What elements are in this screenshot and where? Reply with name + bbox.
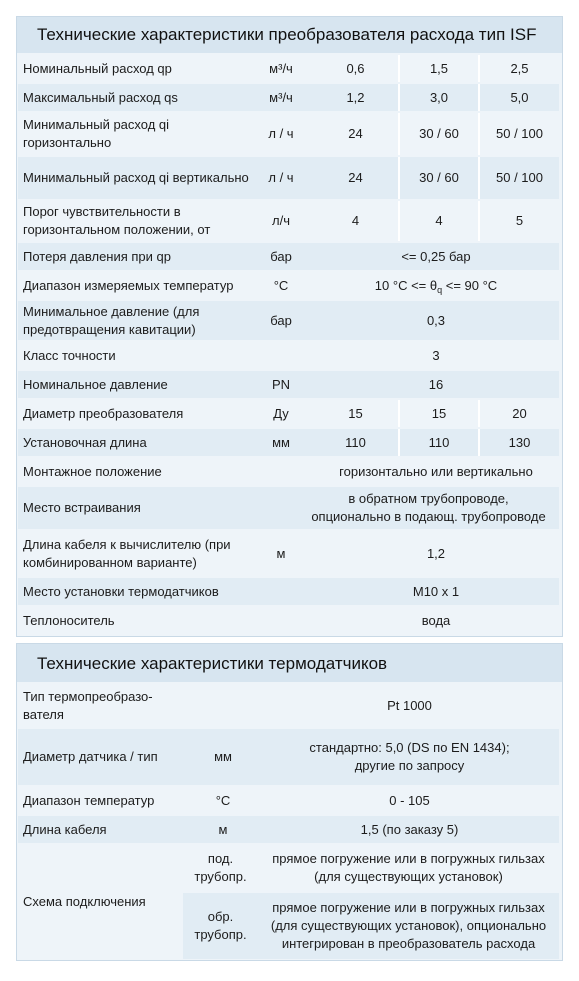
table-row	[18, 429, 559, 456]
row-value: 1,5 (по заказу 5)	[360, 821, 459, 837]
row-value: 3,0	[429, 89, 449, 105]
row-value: 1,5	[429, 60, 449, 76]
row-value: 16	[428, 376, 444, 392]
supply-line-value: (для существующих установок)	[314, 869, 503, 884]
return-line-label: трубопр.	[194, 927, 247, 942]
row-value: 1,2	[346, 89, 365, 105]
row-label: Монтажное положение	[23, 463, 162, 479]
row-value: 15	[348, 405, 363, 421]
row-unit: Ду	[273, 405, 289, 421]
row-label: Длина кабеля	[23, 821, 107, 837]
row-label: Место встраивания	[23, 500, 141, 515]
row-value: 4	[351, 213, 360, 228]
row-unit: бар	[270, 248, 292, 264]
row-value: Pt 1000	[387, 698, 432, 713]
row-value: <= 0,25 бар	[401, 248, 471, 264]
row-label: Длина кабеля к вычислителю (при комбинированном варианте)	[23, 536, 231, 570]
scheme-return	[183, 893, 559, 959]
row-unit	[256, 607, 306, 634]
row-label: Диапазон измеряемых температур	[23, 277, 234, 293]
return-line-value: (для существующих установок), опционально	[270, 918, 547, 933]
row-unit: л / ч	[268, 126, 294, 141]
row-value: 30 / 60	[419, 126, 459, 141]
row-value: 3	[432, 347, 440, 363]
table-row	[18, 816, 559, 843]
row-unit: мм	[272, 434, 290, 450]
row-label: Максимальный расход qs	[23, 89, 178, 105]
row-value: стандартно: 5,0 (DS по EN 1434);	[309, 740, 510, 755]
row-value: вода	[421, 612, 451, 628]
row-value: 15	[431, 405, 447, 421]
return-line-label: обр.	[207, 909, 234, 924]
row-unit: м	[276, 545, 286, 561]
row-unit: °C	[215, 792, 231, 808]
supply-line-label: трубопр.	[194, 869, 247, 884]
table-row	[18, 157, 559, 199]
row-label: Минимальное давление (для предотвращения кавитации)	[23, 303, 200, 337]
supply-line-label: под.	[207, 851, 234, 866]
table-row	[18, 113, 559, 155]
table-row	[18, 487, 559, 529]
row-value: 1,2	[426, 545, 446, 561]
row-value: 0,6	[346, 60, 365, 76]
table-row	[18, 685, 559, 727]
row-value: 110	[428, 434, 450, 450]
row-label: Минимальный расход qi горизонтально	[23, 117, 170, 150]
row-label: Теплоноситель	[23, 612, 115, 628]
supply-line-value: прямое погружение или в погружных гильзах	[272, 851, 545, 866]
row-unit: л/ч	[272, 213, 290, 228]
row-label: Класс точности	[23, 347, 116, 363]
table-row	[18, 84, 559, 111]
row-value: 20	[512, 405, 527, 421]
row-value: 110	[345, 434, 366, 450]
row-value: 10 °C <= θ	[374, 277, 438, 293]
return-line-value: прямое погружение или в погружных гильзах	[272, 900, 545, 915]
return-line-value: интегрирован в преобразователь расхода	[281, 936, 536, 951]
row-label: Установочная длина	[23, 434, 147, 450]
row-value: 24	[348, 170, 363, 185]
row-value: 2,5	[510, 60, 529, 76]
row-label: Минимальный расход qi вертикально	[23, 170, 249, 185]
row-unit: м³/ч	[269, 89, 293, 105]
row-value: 50 / 100	[496, 170, 543, 185]
row-label: Номинальное давление	[23, 376, 168, 392]
table-row	[18, 578, 559, 605]
row-unit: л / ч	[268, 170, 294, 185]
table-row	[18, 301, 559, 340]
table-row	[18, 531, 559, 576]
row-value: опционально в подающ. трубопроводе	[311, 509, 546, 524]
row-label: Номинальный расход qp	[23, 60, 172, 76]
row-unit: мм	[214, 749, 232, 764]
row-label: Тип термопреобразо-	[23, 689, 153, 704]
row-unit: м	[218, 821, 228, 837]
row-value: 50 / 100	[496, 126, 543, 141]
row-label: Диапазон температур	[23, 792, 155, 808]
row-unit	[256, 578, 306, 605]
row-value: горизонтально или вертикально	[339, 463, 533, 479]
row-label: Порог чувствительности в горизонтальном положении, от	[23, 204, 211, 237]
row-value: 5,0	[510, 89, 529, 105]
row-value: M10 x 1	[412, 583, 460, 599]
table-row	[18, 342, 559, 369]
table-row	[18, 458, 559, 485]
row-value: <= 90 °C	[442, 277, 498, 293]
table-row	[18, 243, 559, 270]
row-label: Диаметр преобразователя	[23, 405, 184, 421]
row-value-subscript: q	[437, 284, 443, 295]
scheme-supply	[183, 845, 559, 891]
row-label: Диаметр датчика / тип	[23, 749, 158, 764]
row-unit: бар	[270, 312, 292, 328]
row-value: 130	[508, 434, 531, 450]
table-row	[18, 201, 559, 241]
table-row	[18, 729, 559, 785]
flow-converter-table-title: Технические характеристики преобразователя расхода тип ISF	[17, 17, 562, 53]
row-unit	[256, 342, 306, 369]
row-label: Место установки термодатчиков	[23, 583, 219, 599]
table-row	[18, 272, 559, 299]
row-value: другие по запросу	[354, 758, 465, 773]
table-row	[18, 787, 559, 814]
table-row	[18, 400, 559, 427]
table-row	[18, 371, 559, 398]
row-unit	[256, 458, 306, 485]
row-value: 4	[435, 213, 443, 228]
row-value: 0 - 105	[389, 792, 430, 808]
row-value: 5	[515, 213, 524, 228]
row-value: 0,3	[426, 312, 446, 328]
row-unit: PN	[271, 376, 291, 392]
scheme-label: Схема подключения	[23, 894, 146, 909]
row-unit: м³/ч	[269, 60, 293, 76]
row-value: 30 / 60	[419, 170, 459, 185]
table-row	[18, 55, 559, 82]
row-label: Потеря давления при qp	[23, 248, 171, 264]
row-value: 24	[348, 126, 363, 141]
thermosensor-table-title: Технические характеристики термодатчиков	[17, 644, 562, 682]
row-unit: °C	[273, 277, 289, 293]
table-row	[18, 607, 559, 634]
connection-scheme	[18, 845, 559, 959]
row-value: в обратном трубопроводе,	[348, 491, 509, 506]
row-label: вателя	[23, 707, 64, 722]
